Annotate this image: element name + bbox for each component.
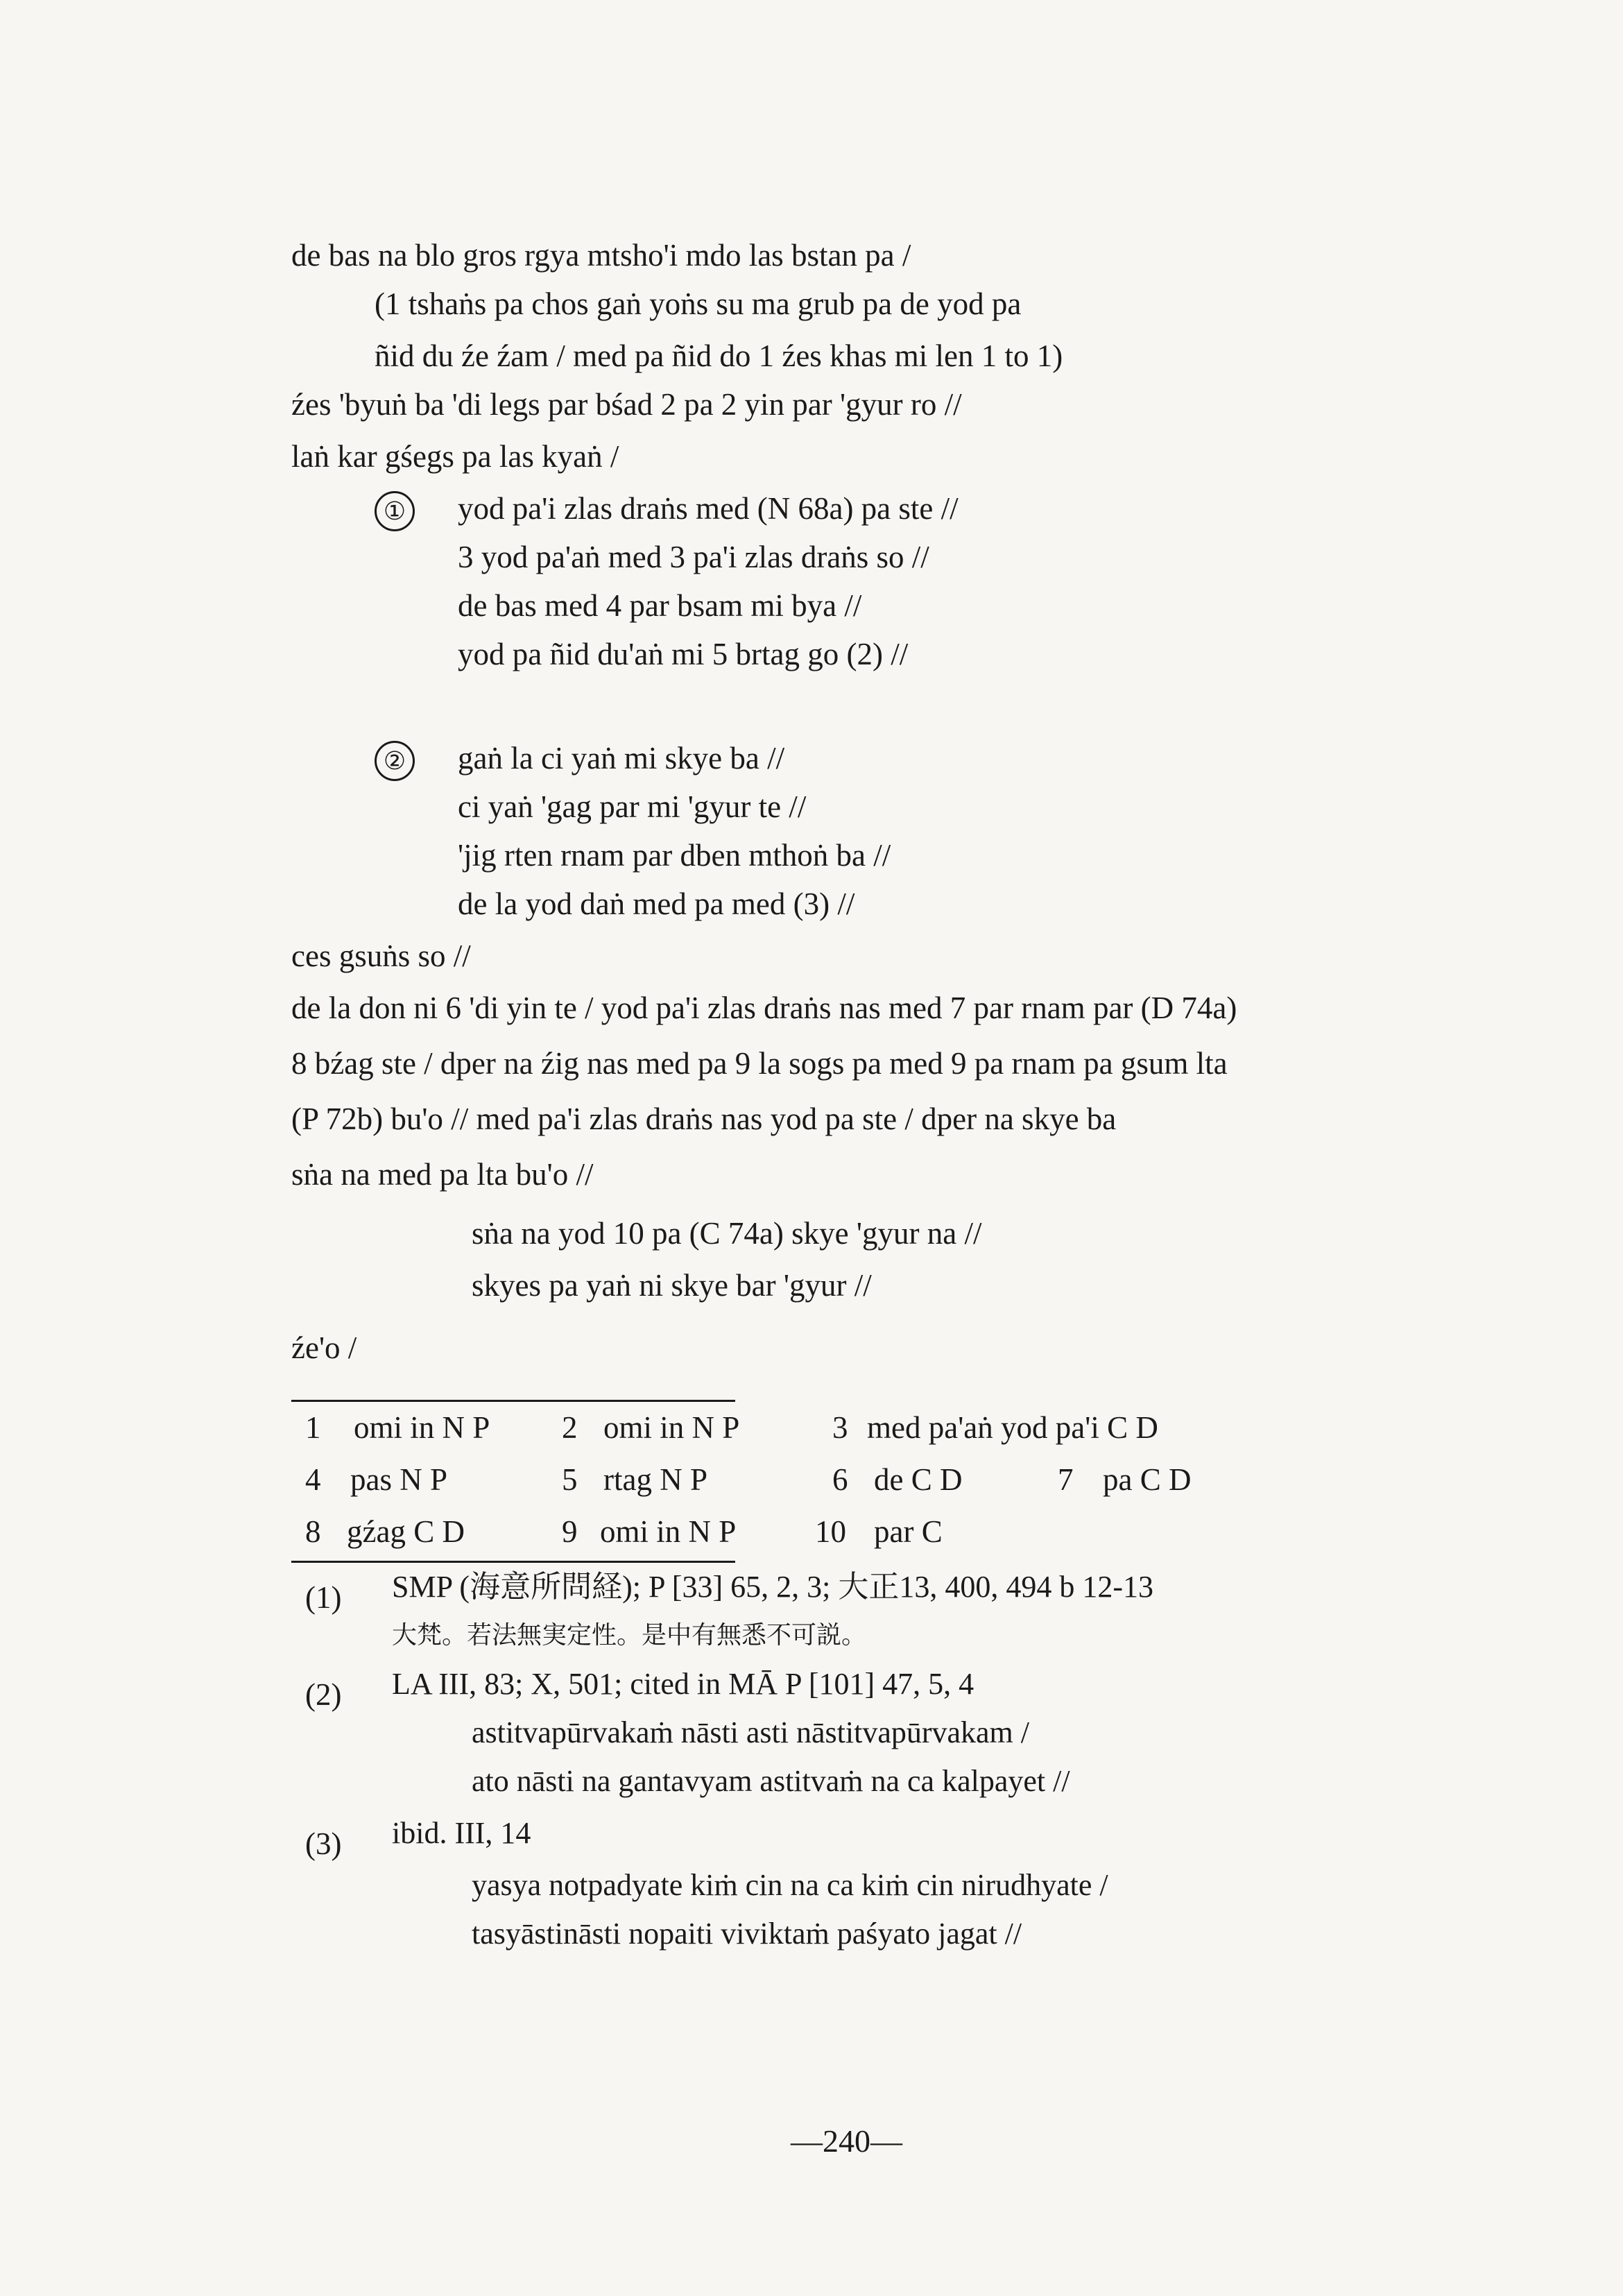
variant-text: med pa'aṅ yod pa'i C D — [867, 1410, 1158, 1445]
footnote-number: (2) — [305, 1677, 342, 1712]
variant-text: omi in N P — [600, 1514, 737, 1549]
text-line: de bas na blo gros rgya mtsho'i mdo las bstan pa / — [291, 238, 911, 273]
verse-line: gaṅ la ci yaṅ mi skye ba // — [458, 741, 785, 776]
variant-text: omi in N P — [354, 1410, 490, 1445]
text-line: ces gsuṅs so // — [291, 939, 471, 973]
verse-line: yod pa'i zlas draṅs med (N 68a) pa ste // — [458, 491, 959, 526]
text-line: (1 tshaṅs pa chos gaṅ yoṅs su ma grub pa de yod pa — [375, 286, 1022, 321]
variant-number: 10 — [815, 1514, 846, 1549]
footnote-line: SMP (海意所問経); P [33] 65, 2, 3; 大正13, 400, 494 b 12-13 — [392, 1570, 1153, 1604]
footnote-line: 大梵。若法無実定性。是中有無悉不可説。 — [392, 1621, 867, 1650]
variant-number: 8 — [305, 1514, 321, 1549]
variant-number: 6 — [832, 1462, 848, 1497]
text-line: (P 72b) bu'o // med pa'i zlas draṅs nas yod pa ste / dper na skye ba — [291, 1102, 1117, 1136]
variant-text: pa C D — [1103, 1462, 1192, 1497]
circled-number-1: ① — [375, 491, 415, 531]
page-number: —240— — [791, 2123, 902, 2159]
verse-line: 'jig rten rnam par dben mthoṅ ba // — [458, 838, 891, 873]
text-line: laṅ kar gśegs pa las kyaṅ / — [291, 439, 619, 474]
text-line: źes 'byuṅ ba 'di legs par bśad 2 pa 2 yin par 'gyur ro // — [291, 387, 962, 422]
footnote-number: (3) — [305, 1826, 342, 1861]
divider — [291, 1561, 735, 1563]
footnote-line: tasyāstināsti nopaiti viviktaṁ paśyato jagat // — [472, 1917, 1022, 1951]
footnote-number: (1) — [305, 1580, 342, 1615]
text-line: sṅa na med pa lta bu'o // — [291, 1157, 594, 1192]
text-line: źe'o / — [291, 1330, 357, 1365]
variant-text: pas N P — [350, 1462, 448, 1497]
verse-line: de bas med 4 par bsam mi bya // — [458, 588, 862, 623]
footnote-line: astitvapūrvakaṁ nāsti asti nāstitvapūrvakam / — [472, 1715, 1030, 1749]
text-line: 8 bźag ste / dper na źig nas med pa 9 la sogs pa med 9 pa rnam pa gsum lta — [291, 1046, 1228, 1081]
verse-line: yod pa ñid du'aṅ mi 5 brtag go (2) // — [458, 637, 909, 671]
circled-number-2: ② — [375, 741, 415, 781]
verse-line: sṅa na yod 10 pa (C 74a) skye 'gyur na // — [472, 1216, 982, 1251]
divider — [291, 1400, 735, 1402]
verse-line: skyes pa yaṅ ni skye bar 'gyur // — [472, 1268, 872, 1303]
verse-line: 3 yod pa'aṅ med 3 pa'i zlas draṅs so // — [458, 540, 929, 574]
text-line: de la don ni 6 'di yin te / yod pa'i zlas draṅs nas med 7 par rnam par (D 74a) — [291, 991, 1237, 1025]
variant-text: omi in N P — [603, 1410, 740, 1445]
variant-text: par C — [874, 1514, 943, 1549]
variant-number: 5 — [562, 1462, 578, 1497]
variant-number: 2 — [562, 1410, 578, 1445]
variant-text: rtag N P — [603, 1462, 707, 1497]
footnote-line: LA III, 83; X, 501; cited in MĀ P [101] 47, 5, 4 — [392, 1667, 974, 1701]
text-line: ñid du źe źam / med pa ñid do 1 źes khas mi len 1 to 1) — [375, 339, 1063, 373]
variant-number: 3 — [832, 1410, 848, 1445]
footnote-line: ato nāsti na gantavyam astitvaṁ na ca kalpayet // — [472, 1764, 1070, 1798]
variant-text: gźag C D — [347, 1514, 465, 1549]
footnote-line: yasya notpadyate kiṁ cin na ca kiṁ cin nirudhyate / — [472, 1868, 1108, 1902]
variant-number: 9 — [562, 1514, 578, 1549]
verse-line: de la yod daṅ med pa med (3) // — [458, 886, 855, 921]
footnote-line: ibid. III, 14 — [392, 1816, 531, 1850]
variant-number: 1 — [305, 1410, 321, 1445]
verse-line: ci yaṅ 'gag par mi 'gyur te // — [458, 789, 807, 824]
variant-number: 4 — [305, 1462, 321, 1497]
variant-number: 7 — [1058, 1462, 1074, 1497]
variant-text: de C D — [874, 1462, 963, 1497]
